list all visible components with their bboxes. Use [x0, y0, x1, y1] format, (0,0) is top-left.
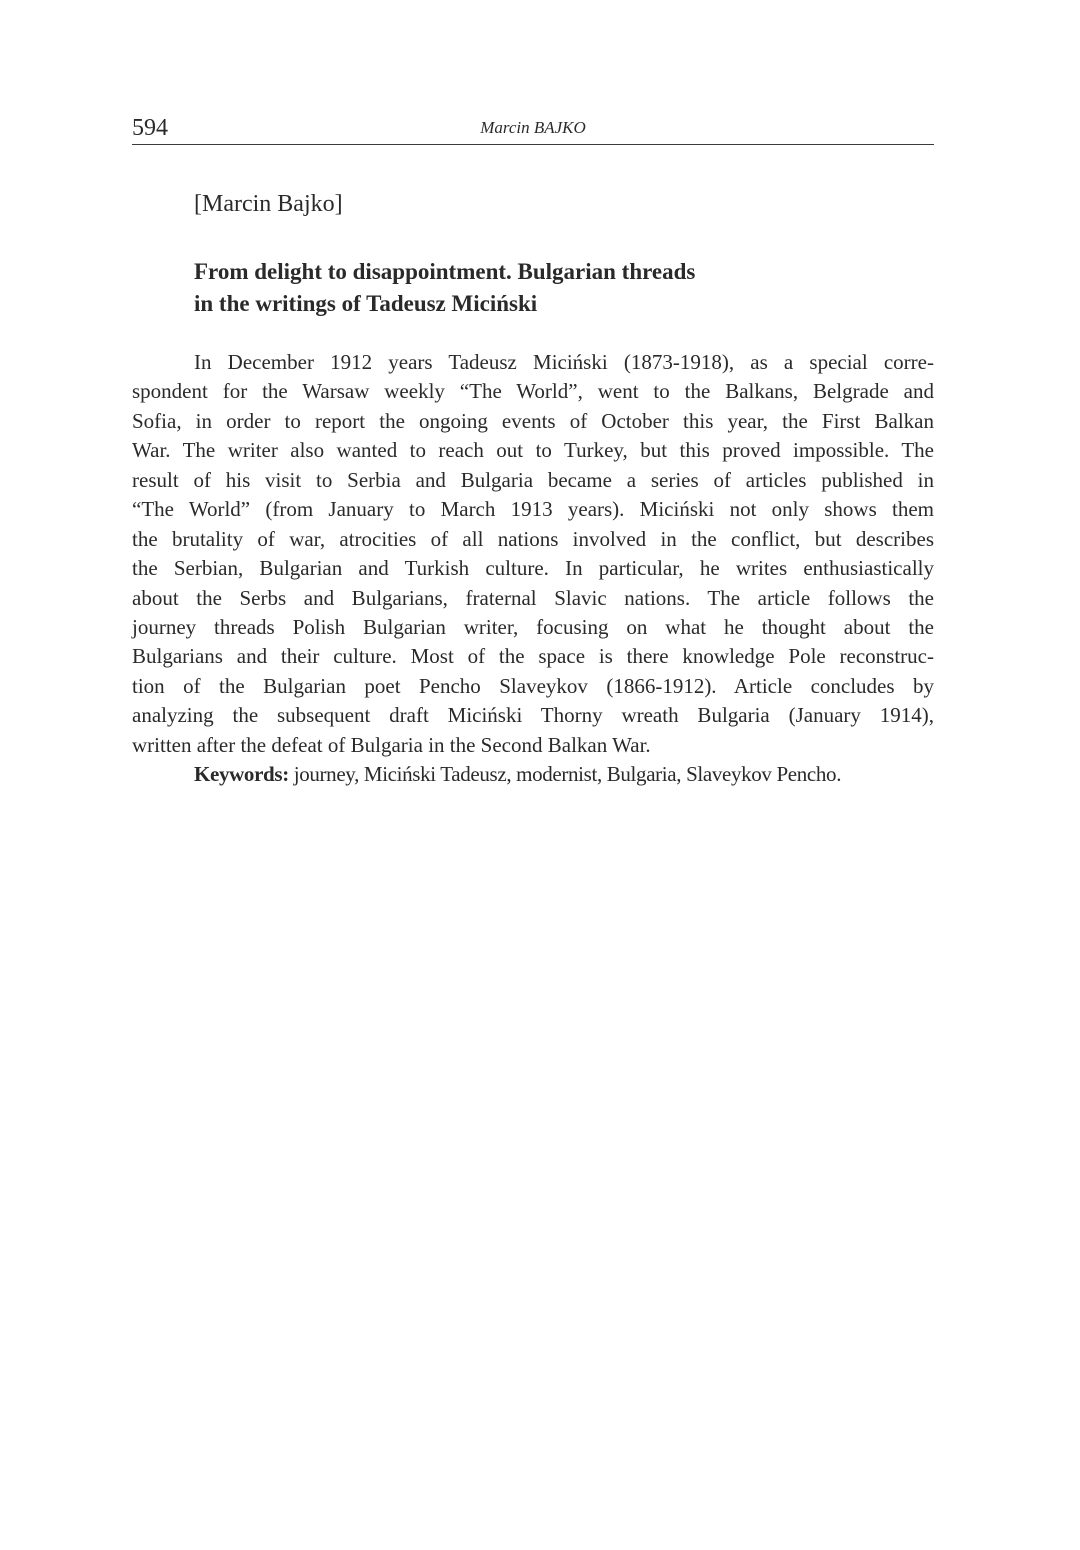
- running-author: Marcin BAJKO: [480, 118, 586, 137]
- abstract-line: Bulgarians and their culture. Most of the space is there knowledge Pole reconstruc-: [132, 644, 934, 669]
- abstract-line: “The World” (from January to March 1913 years). Miciński not only shows them: [132, 497, 934, 522]
- keywords: [132, 760, 934, 789]
- keywords-label: Keywords:: [194, 762, 289, 787]
- abstract-line: journey threads Polish Bulgarian writer, focusing on what he thought about the: [132, 614, 934, 639]
- article-title-line: in the writings of Tadeusz Miciński: [194, 291, 538, 316]
- abstract-line: Sofia, in order to report the ongoing events of October this year, the First Balkan: [132, 408, 934, 433]
- abstract-line: In December 1912 years Tadeusz Miciński (1873-1918), as a special corre-: [194, 350, 934, 374]
- abstract-line: tion of the Bulgarian poet Pencho Slaveykov (1866-1912). Article concludes by: [132, 673, 934, 698]
- abstract-line: about the Serbs and Bulgarians, fraternal Slavic nations. The article follows the: [132, 585, 934, 610]
- abstract-line: result of his visit to Serbia and Bulgaria became a series of articles published in: [132, 467, 934, 492]
- running-header: [132, 112, 934, 145]
- article-author: [Marcin Bajko]: [194, 191, 343, 217]
- abstract-line: the brutality of war, atrocities of all nations involved in the conflict, but describes: [132, 526, 934, 551]
- abstract-line: spondent for the Warsaw weekly “The World”, went to the Balkans, Belgrade and: [132, 379, 934, 404]
- abstract-line: War. The writer also wanted to reach out to Turkey, but this proved impossible. The: [132, 438, 934, 463]
- page-number: 594: [132, 115, 168, 141]
- abstract-line: analyzing the subsequent draft Miciński Thorny wreath Bulgaria (January 1914),: [132, 703, 934, 728]
- abstract-line: the Serbian, Bulgarian and Turkish culture. In particular, he writes enthusiastically: [132, 556, 934, 581]
- abstract-line: written after the defeat of Bulgaria in the Second Balkan War.: [132, 732, 651, 757]
- article-title: [194, 256, 894, 320]
- keywords-text: journey, Miciński Tadeusz, modernist, Bulgaria, Slaveykov Pencho.: [288, 762, 842, 787]
- abstract: [132, 348, 934, 790]
- article-title-line: From delight to disappointment. Bulgarian threads: [194, 259, 696, 284]
